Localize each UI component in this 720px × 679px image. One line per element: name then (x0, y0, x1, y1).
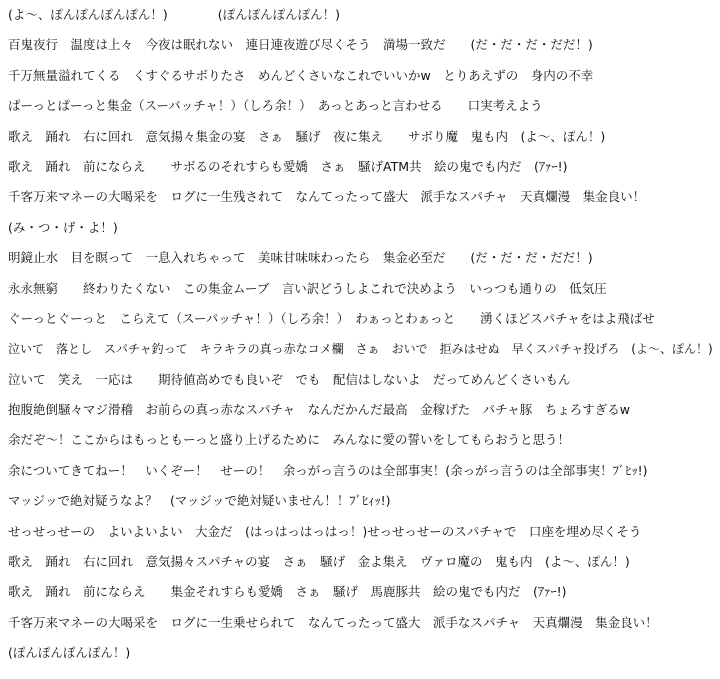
lyric-line: マッジッで絶対疑うなよ？ (マッジッで絶対疑いません！！ﾌﾞﾋｨｯ!) (8, 493, 391, 509)
lyric-line: ぐーっとぐーっと こらえて（スーパッチャ！）（しろ余！） わぁっとわぁっと 湧くほどスパチャをはよ飛ばせ (8, 310, 655, 326)
lyric-line: せっせっせーの よいよいよい 大金だ (はっはっはっはっ！)せっせっせーのスパチャで 口座を埋め尽くそう (8, 523, 642, 539)
lyric-line: 千客万来マネーの大喝采を ログに一生乗せられて なんてったって盛大 派手なスパチャ 天真爛漫 集金良い！ (8, 614, 658, 630)
lyric-line: 泣いて 落とし スパチャ釣って キラキラの真っ赤なコメ欄 さぁ おいで 拒みはせぬ 早くスパチャ投げろ (よ～、ぽん！) (8, 342, 713, 357)
lyric-line: 抱腹絶倒騒々マジ滑稽 お前らの真っ赤なスパチャ なんだかんだ最高 金稼げた パチャ豚 ちょろすぎるw (8, 402, 630, 418)
lyric-line: 百鬼夜行 温度は上々 今夜は眠れない 連日連夜遊び尽くそう 満場一致だ (だ・だ・だ・だだ！) (8, 37, 593, 53)
lyric-line: 歌え 踊れ 右に回れ 意気揚々スパチャの宴 さぁ 騒げ 金よ集え ヴァロ魔の 鬼も内 (よ～、ぽん！) (8, 554, 630, 570)
lyric-line: (ぽんぽんぽんぽん！) (8, 645, 131, 661)
lyric-line: 歌え 踊れ 右に回れ 意気揚々集金の宴 さぁ 騒げ 夜に集え サボり魔 鬼も内 (よ～、ぽん！) (8, 128, 606, 144)
lyric-line: (よ～、ぽんぽんぽんぽん！) (ぽんぽんぽんぽん！) (8, 7, 341, 22)
lyric-line: 永永無窮 終わりたくない この集金ムーブ 言い訳どうしよこれで決めよう いっつも通りの 低気圧 (8, 280, 607, 296)
lyric-line: 明鏡止水 目を瞑って 一息入れちゃって 美味甘味味わったら 集金必至だ (だ・だ・だ・だだ！) (8, 250, 593, 266)
lyrics-text (8, 0, 714, 669)
lyric-line: (み・つ・げ・よ！) (8, 219, 118, 235)
lyric-line: 余だぞ～！ここからはもっともーっと盛り上げるために みんなに愛の誓いをしてもらおうと思う！ (8, 432, 571, 448)
lyric-line: 余についてきてねー！ いくぞー！ せーの！ 余っがっ言うのは全部事実！(余っがっ言うのは全部事実！ﾌﾞﾋｯ!) (8, 462, 648, 478)
lyric-line: 泣いて 笑え 一応は 期待値高めでも良いぞ でも 配信はしないよ だってめんどくさいもん (8, 371, 571, 387)
lyric-line: ぱーっとぱーっと集金（スーパッチャ！）（しろ余！） あっとあっと言わせる 口実考えよう (8, 98, 543, 114)
lyric-line: 歌え 踊れ 前にならえ サボるのそれすらも愛嬌 さぁ 騒げATM共 絵の鬼でも内だ (ｱｧｰ!) (8, 158, 568, 174)
lyric-line: 千万無量溢れてくる くすぐるサボりたさ めんどくさいなこれでいいかw とりあえずの 身内の不幸 (8, 67, 594, 83)
lyric-line: 歌え 踊れ 前にならえ 集金それすらも愛嬌 さぁ 騒げ 馬鹿豚共 絵の鬼でも内だ (ｱｧｰ!) (8, 584, 567, 600)
lyric-line: 千客万来マネーの大喝采を ログに一生残されて なんてったって盛大 派手なスパチャ 天真爛漫 集金良い！ (8, 189, 646, 205)
